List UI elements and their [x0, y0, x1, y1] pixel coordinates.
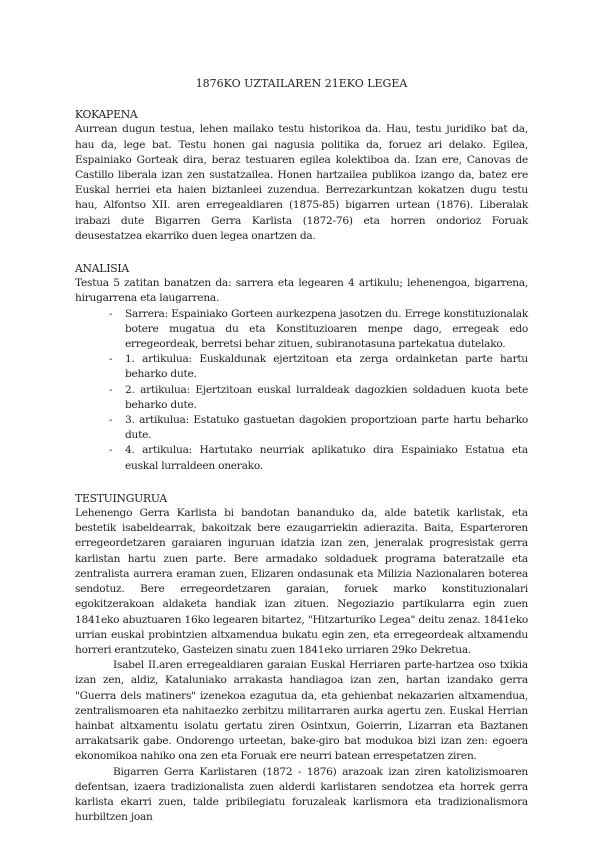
section-heading-analisia: ANALISIA: [75, 262, 129, 276]
analisia-list: [75, 307, 528, 474]
list-dash: -: [109, 444, 113, 457]
list-dash: -: [109, 307, 113, 320]
testuingurua-paragraph-1: Lehenengo Gerra Karlista bi bandotan bananduko da, alde batetik karlistak, eta bestetik isabeldearrak, bakoitzak bere ezaugarriekin adierazita. Baita, Esparteroren erregeordetzaren garaiaren inguruan idatzia izan zen, jeneralak progresistak gerra karlistan hartu zuen parte. Bere armadako soldaduek programa bateratzaile eta zentralista aurrera eraman zuen, Elizaren ondasunak eta Milizia Nazionalaren boterea sendotuz. Bere erregeordetzaren garaian, foruek marko konstituzionalari egokitzerakoan aldaketa handiak izan zituen. Negoziazio partikularra egin zuen 1841eko abuztuaren 16ko legearen bitartez, "Hitzarturiko Legea" deitu zenaz. 1841eko urrian euskal probintzien altxamendua bukatu egin zen, eta erregeordeak altxamendu horreri erantzuteko, Gasteizen sinatu zuen 1841eko urriaren 29ko Dekretua.: [75, 507, 528, 656]
list-item-text: Sarrera: Espainiako Gorteen aurkezpena jasotzen du. Errege konstituzionalak botere mugatua du eta Konstituzioaren menpe dago, erregeak edo erregeordeak, berretsi behar zituen, subiranotasuna partekatua dutelako.: [125, 307, 528, 351]
section-heading-testuingurua: TESTUINGURUA: [75, 491, 167, 505]
list-item-text: 4. artikulua: Hartutako neurriak aplikatuko dira Espainiako Estatua eta euskal lurraldeen onerako.: [125, 444, 528, 472]
list-item-text: 2. artikulua: Ejertzitoan euskal lurraldeak dagozkien soldaduen kuota bete beharko dute.: [125, 383, 528, 411]
list-item: [109, 413, 528, 443]
list-dash: -: [109, 353, 113, 366]
section-kokapena: [75, 107, 528, 244]
testuingurua-paragraph-2: Isabel II.aren erregealdiaren garaian Euskal Herriaren parte-hartzea oso txikia izan zen, aldiz, Kataluniako arrakasta handiagoa izan zen, hartan izandako gerra "Guerra dels matiners" izenekoa ezagutua da, eta gehienbat nekazarien altxamendua, zentralismoaren eta nahitaezko zerbitzu militarraren aurka agertu zen. Euskal Herrian hainbat altxamentu isolatu gertatu ziren Osintxun, Goierrin, Lizarran eta Baztanen arrakatsarik gabe. Ondorengo urteetan, bake-giro bat modukoa bizi izan zen: egoera ekonomikoa nahiko ona zen eta Foruak ere neurri batean errespetatzen ziren.: [75, 659, 528, 763]
list-dash: -: [109, 383, 113, 396]
list-dash: -: [109, 414, 113, 427]
section-testuingurua: [75, 491, 528, 825]
section-heading-kokapena: KOKAPENA: [75, 108, 138, 122]
document-title: 1876KO UZTAILAREN 21EKO LEGEA: [195, 77, 408, 90]
list-item-text: 3. artikulua: Estatuko gastuetan dagokien proportzioan parte hartu beharko dute.: [125, 414, 528, 442]
list-item: [109, 352, 528, 382]
analisia-intro: Testua 5 zatitan banatzen da: sarrera eta legearen 4 artikulu; lehenengoa, bigarrena, hirugarrena eta laugarrena.: [75, 277, 528, 305]
list-item: [109, 307, 528, 353]
list-item: [109, 383, 528, 413]
testuingurua-paragraph-3: Bigarren Gerra Karlistaren (1872 - 1876) arazoak izan ziren katolizismoaren defentsan, izaera tradizionalista zuen alderdi karlistaren sendotzea eta horrek gerra karlista ekarri zuen, talde pribilegiatu foruzaleak karlismora eta tradizionalismora hurbiltzen joan: [75, 765, 528, 824]
list-item: [109, 443, 528, 473]
section-analisia: [75, 261, 528, 474]
list-item-text: 1. artikulua: Euskaldunak ejertzitoan eta zerga ordainketan parte hartu beharko dute.: [125, 353, 528, 381]
kokapena-paragraph: Aurrean dugun testua, lehen mailako testu historikoa da. Hau, testu juridiko bat da, hau da, lege bat. Testu honen gai nagusia politika da, foruez ari delako. Egilea, Espainiako Gorteak dira, beraz testuaren egilea kolektiboa da. Izan ere, Canovas de Castillo liberala izan zen sustatzailea. Honen hartzailea publikoa izango da, batez ere Euskal herriei eta haien biztanleei zuzendua. Berrezarkuntzan kokatzen dugu testu hau, Alfontso XII. aren erregealdiaren (1875-85) bigarren urtean (1876). Liberalak irabazi dute Bigarren Gerra Karlista (1872-76) eta horren ondorioz Foruak deusestatzea ekarriko duen legea onartzen da.: [75, 123, 528, 242]
